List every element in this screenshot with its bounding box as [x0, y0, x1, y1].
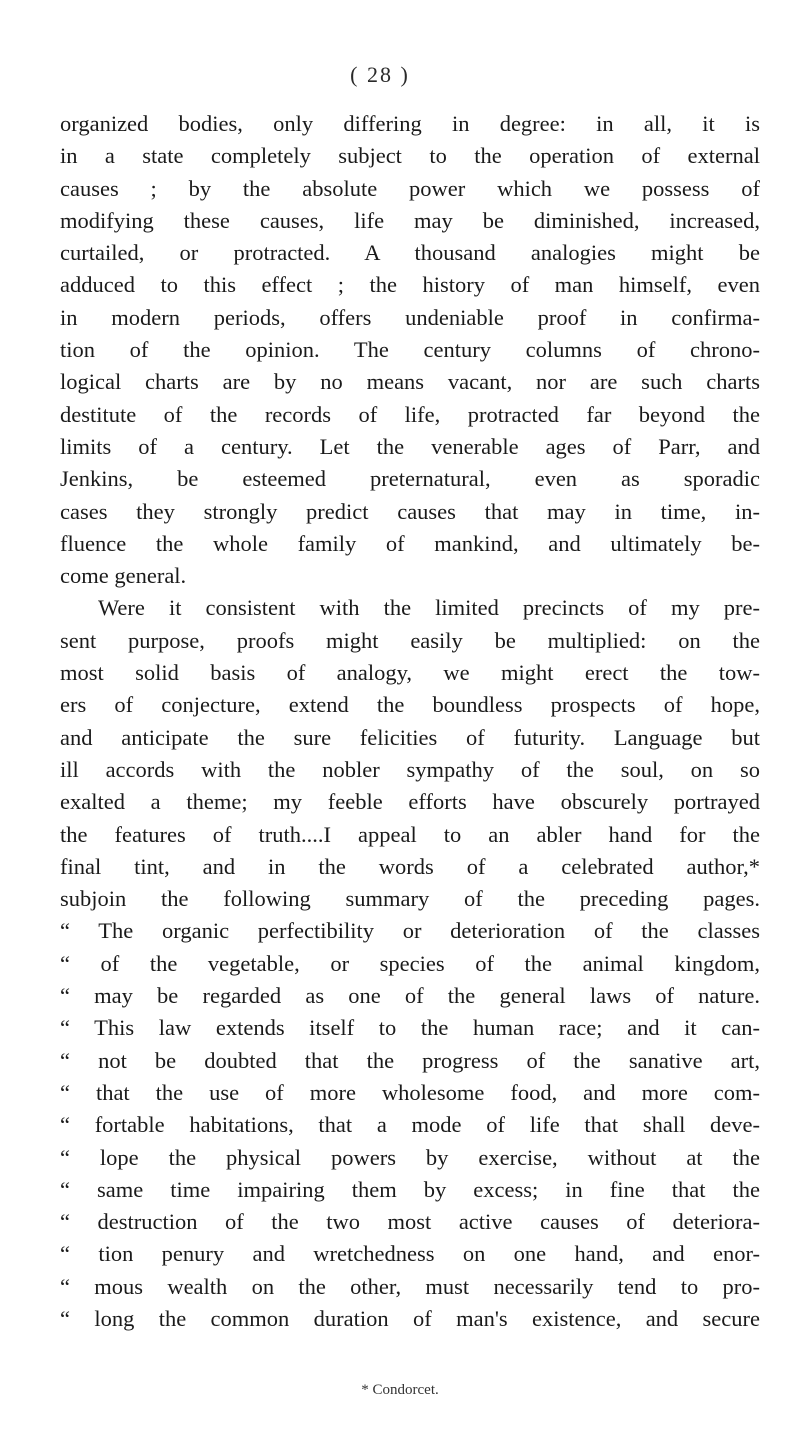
text-line: causes ; by the absolute power which we possess of [60, 175, 760, 201]
quote-line: “ fortable habitations, that a mode of life that shall deve- [60, 1112, 760, 1138]
quote-line: “ destruction of the two most active causes of deteriora- [60, 1209, 760, 1235]
text-line: curtailed, or protracted. A thousand analogies might be [60, 240, 760, 266]
text-line: most solid basis of analogy, we might erect the tow- [60, 660, 760, 686]
quote-line: “ not be doubted that the progress of the sanative art, [60, 1047, 760, 1073]
text-line: ers of conjecture, extend the boundless prospects of hope, [60, 692, 760, 718]
text-line: Jenkins, be esteemed preternatural, even as sporadic [60, 466, 760, 492]
text-line: limits of a century. Let the venerable ages of Parr, and [60, 433, 760, 459]
text-line: subjoin the following summary of the preceding pages. [60, 886, 760, 912]
text-line: destitute of the records of life, protracted far beyond the [60, 401, 760, 427]
quote-line: “ lope the physical powers by exercise, without at the [60, 1144, 760, 1170]
page-number: ( 28 ) [350, 62, 410, 87]
text-line: in a state completely subject to the operation of external [60, 143, 760, 169]
text-line: come general. [60, 563, 187, 589]
text-line: adduced to this effect ; the history of man himself, even [60, 272, 760, 298]
text-line: exalted a theme; my feeble efforts have obscurely portrayed [60, 789, 760, 815]
text-line: logical charts are by no means vacant, nor are such charts [60, 369, 760, 395]
text-line: in modern periods, offers undeniable proof in confirma- [60, 304, 760, 330]
quote-line: “ same time impairing them by excess; in fine that the [60, 1176, 760, 1202]
text-line: cases they strongly predict causes that may in time, in- [60, 498, 760, 524]
quote-line: “ of the vegetable, or species of the animal kingdom, [60, 950, 760, 976]
text-line: sent purpose, proofs might easily be multiplied: on the [60, 627, 760, 653]
quote-line: “ mous wealth on the other, must necessarily tend to pro- [60, 1273, 760, 1299]
quote-line: “ long the common duration of man's existence, and secure [60, 1305, 760, 1331]
text-line: modifying these causes, life may be diminished, increased, [60, 207, 760, 233]
body-text [60, 108, 760, 1335]
text-line: final tint, and in the words of a celebrated author,* [60, 853, 760, 879]
text-line: tion of the opinion. The century columns of chrono- [60, 337, 760, 363]
quote-line: “ tion penury and wretchedness on one hand, and enor- [60, 1241, 760, 1267]
text-line: organized bodies, only differing in degree: in all, it is [60, 111, 760, 136]
text-line: the features of truth....I appeal to an abler hand for the [60, 821, 760, 847]
text-line: and anticipate the sure felicities of futurity. Language but [60, 724, 760, 750]
text-line: Were it consistent with the limited precincts of my pre- [98, 595, 760, 621]
quote-line: “ may be regarded as one of the general laws of nature. [60, 983, 760, 1009]
quote-line: “ This law extends itself to the human race; and it can- [60, 1015, 760, 1041]
quote-line: “ The organic perfectibility or deterioration of the classes [60, 918, 760, 944]
text-line: ill accords with the nobler sympathy of the soul, on so [60, 756, 760, 782]
footnote: * Condorcet. [361, 1382, 439, 1398]
quote-line: “ that the use of more wholesome food, and more com- [60, 1079, 760, 1105]
text-line: fluence the whole family of mankind, and ultimately be- [60, 530, 760, 556]
